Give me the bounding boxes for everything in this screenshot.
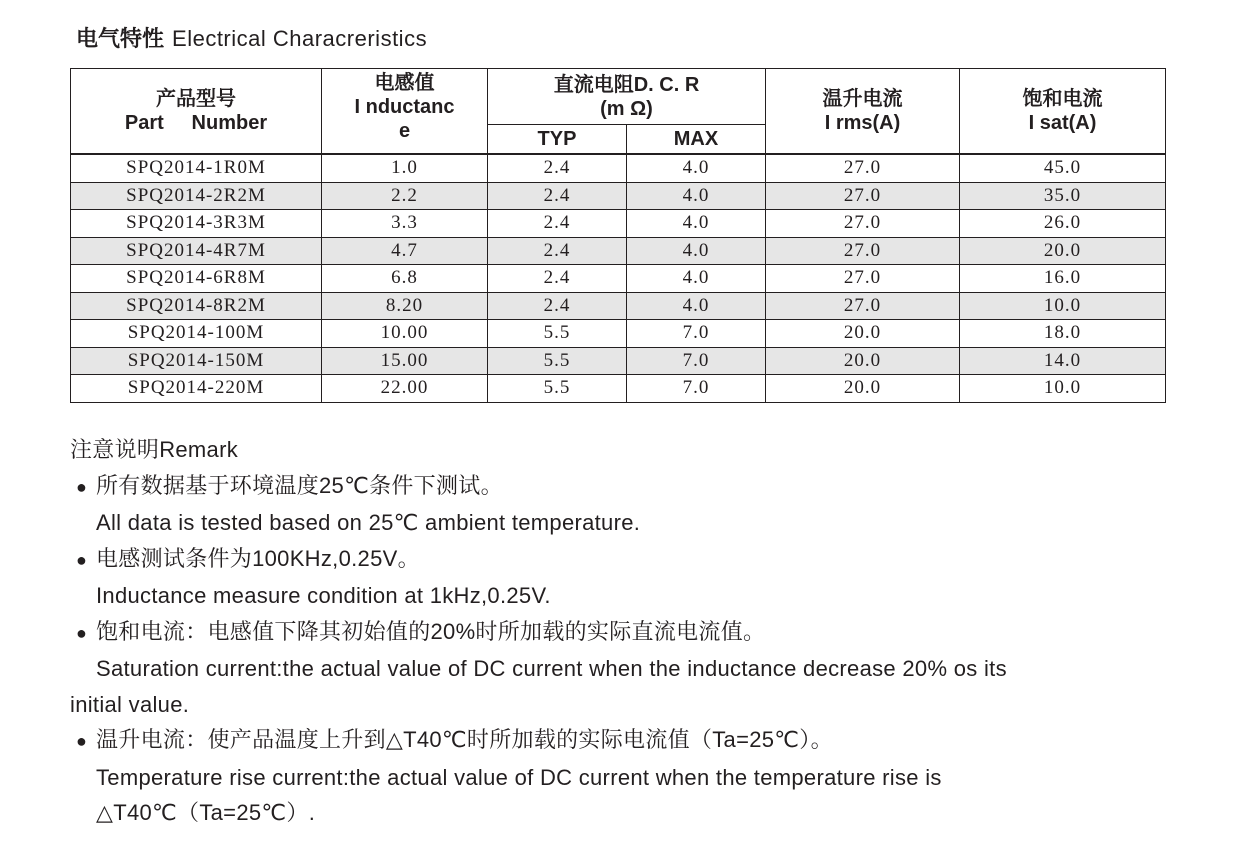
cell-dcr-typ: 5.5: [488, 320, 627, 348]
remark-item-4-en: Temperature rise current:the actual value of DC current when the temperature rise is: [96, 764, 942, 790]
cell-inductance: 1.0: [322, 154, 488, 182]
cell-irms: 27.0: [766, 154, 960, 182]
cell-inductance: 15.00: [322, 347, 488, 375]
header-dcr-max: MAX: [627, 125, 766, 155]
header-irms: [766, 69, 960, 155]
cell-part: SPQ2014-220M: [71, 375, 322, 403]
remark-item-3-zh: [70, 614, 1170, 652]
table-row: [71, 292, 1166, 320]
remark-text-zh: 所有数据基于环境温度25℃条件下测试。: [96, 472, 503, 498]
bullet-icon: ●: [76, 622, 88, 643]
remark-text-zh: 温升电流：使产品温度上升到△T40℃时所加载的实际电流值（Ta=25℃）。: [96, 727, 833, 752]
section-title-en: Electrical Characreristics: [172, 26, 428, 51]
cell-irms: 20.0: [766, 375, 960, 403]
cell-part: SPQ2014-8R2M: [71, 292, 322, 320]
table-row: [71, 237, 1166, 265]
cell-isat: 26.0: [960, 210, 1166, 238]
cell-isat: 35.0: [960, 182, 1166, 210]
cell-dcr-max: 4.0: [627, 237, 766, 265]
remark-item-1-en: All data is tested based on 25℃ ambient temperature.: [96, 510, 641, 535]
cell-irms: 27.0: [766, 182, 960, 210]
cell-part: SPQ2014-1R0M: [71, 154, 322, 182]
header-isat-en: I sat(A): [1028, 112, 1097, 134]
cell-inductance: 22.00: [322, 375, 488, 403]
table-row: [71, 320, 1166, 348]
cell-irms: 20.0: [766, 320, 960, 348]
remarks-heading: 注意说明Remark: [70, 437, 239, 462]
cell-isat: 18.0: [960, 320, 1166, 348]
header-irms-en: I rms(A): [824, 112, 901, 134]
remark-item-4-en-continued: △T40℃（Ta=25℃）.: [96, 800, 316, 825]
cell-dcr-typ: 5.5: [488, 347, 627, 375]
cell-dcr-max: 4.0: [627, 265, 766, 293]
header-irms-zh: 温升电流: [822, 88, 903, 110]
cell-dcr-max: 7.0: [627, 320, 766, 348]
cell-inductance: 3.3: [322, 210, 488, 238]
cell-dcr-max: 4.0: [627, 182, 766, 210]
cell-isat: 14.0: [960, 347, 1166, 375]
cell-dcr-typ: 2.4: [488, 154, 627, 182]
bullet-icon: ●: [76, 549, 88, 570]
cell-dcr-typ: 2.4: [488, 237, 627, 265]
cell-dcr-max: 7.0: [627, 375, 766, 403]
remark-item-2-en: Inductance measure condition at 1kHz,0.25V.: [96, 583, 551, 608]
cell-dcr-max: 4.0: [627, 154, 766, 182]
remark-item-3-en: Saturation current:the actual value of DC current when the inductance decrease 20% os its: [96, 656, 1007, 681]
header-dcr: [488, 69, 766, 125]
remark-text-zh: 饱和电流：电感值下降其初始值的20%时所加载的实际直流电流值。: [96, 618, 766, 644]
section-title: [76, 22, 427, 53]
cell-isat: 20.0: [960, 237, 1166, 265]
section-title-zh: 电气特性: [76, 26, 165, 51]
cell-dcr-typ: 5.5: [488, 375, 627, 403]
table-row: [71, 182, 1166, 210]
table-row: [71, 265, 1166, 293]
header-dcr-label: 直流电阻D. C. R: [553, 73, 700, 96]
cell-isat: 10.0: [960, 292, 1166, 320]
bullet-icon: ●: [76, 731, 88, 751]
header-inductance: [322, 69, 488, 155]
header-dcr-typ: TYP: [488, 125, 627, 155]
cell-part: SPQ2014-2R2M: [71, 182, 322, 210]
remark-item-1-zh: [70, 468, 1170, 506]
header-part-number-en: Part Number: [124, 112, 268, 134]
cell-part: SPQ2014-100M: [71, 320, 322, 348]
cell-dcr-max: 4.0: [627, 292, 766, 320]
cell-inductance: 10.00: [322, 320, 488, 348]
cell-part: SPQ2014-3R3M: [71, 210, 322, 238]
cell-dcr-typ: 2.4: [488, 210, 627, 238]
header-dcr-unit: (m Ω): [600, 97, 653, 120]
header-inductance-en: I nductanc: [354, 96, 455, 118]
cell-part: SPQ2014-4R7M: [71, 237, 322, 265]
cell-dcr-max: 4.0: [627, 210, 766, 238]
cell-irms: 27.0: [766, 237, 960, 265]
header-part-number-zh: 产品型号: [156, 88, 236, 110]
cell-part: SPQ2014-6R8M: [71, 265, 322, 293]
cell-isat: 10.0: [960, 375, 1166, 403]
cell-inductance: 8.20: [322, 292, 488, 320]
cell-isat: 16.0: [960, 265, 1166, 293]
cell-irms: 27.0: [766, 265, 960, 293]
remark-item-4-zh: [70, 722, 1170, 760]
remarks-section: [70, 432, 1170, 831]
header-isat: [960, 69, 1166, 155]
cell-inductance: 4.7: [322, 237, 488, 265]
cell-dcr-typ: 2.4: [488, 292, 627, 320]
cell-dcr-max: 7.0: [627, 347, 766, 375]
table-row: [71, 347, 1166, 375]
remark-item-3-en-continued: initial value.: [70, 691, 190, 717]
table-row: [71, 375, 1166, 403]
table-row: [71, 154, 1166, 182]
cell-isat: 45.0: [960, 154, 1166, 182]
remark-item-2-zh: [70, 541, 1170, 579]
remark-text-zh: 电感测试条件为100KHz,0.25V。: [96, 545, 420, 571]
cell-dcr-typ: 2.4: [488, 265, 627, 293]
header-inductance-en-wrap: e: [398, 120, 411, 142]
cell-irms: 27.0: [766, 210, 960, 238]
cell-dcr-typ: 2.4: [488, 182, 627, 210]
table-row: [71, 210, 1166, 238]
header-isat-zh: 饱和电流: [1022, 88, 1103, 110]
cell-part: SPQ2014-150M: [71, 347, 322, 375]
cell-inductance: 2.2: [322, 182, 488, 210]
header-inductance-zh: 电感值: [374, 72, 435, 94]
cell-irms: 27.0: [766, 292, 960, 320]
header-part-number: [71, 69, 322, 155]
bullet-icon: ●: [76, 476, 88, 497]
cell-irms: 20.0: [766, 347, 960, 375]
cell-inductance: 6.8: [322, 265, 488, 293]
electrical-characteristics-table: [70, 68, 1166, 403]
